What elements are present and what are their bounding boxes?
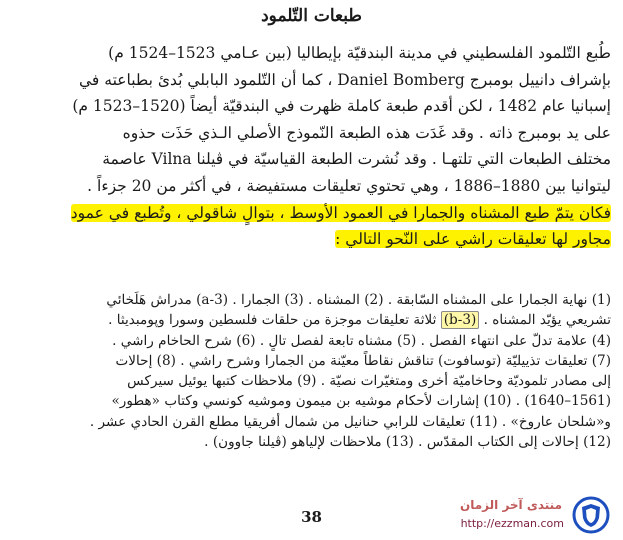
- note-line-8: (12) إحالات إلى الكتاب المقدّس . (13) ملاحظات لإلياهو (ڤيلنا جاوون) .: [204, 434, 611, 451]
- body-line-4: على يد بومبرج ذاته . وقد غَدَت هذه الطبعة النّموذج الأصلي الـذي حَذَت حذوه: [122, 123, 611, 142]
- watermark: [440, 492, 620, 538]
- note-line-7: و«شلحان عاروخ» . (11) تعليقات للرابي حنانيل من شمال أفريقيا مطلع القرن الحادي عشر .: [89, 413, 611, 430]
- watermark-name: منتدى آخر الزمان: [460, 498, 562, 512]
- highlight-mark: فكان يتمّ طبع المشناه والجمارا في العمود الأوسط ، بتوالٍ شاقولي ، وتُطبع في عمود: [70, 203, 611, 222]
- page-number: 38: [301, 508, 322, 526]
- note-line-2-end: ثلاثة تعليقات موجزة من حلقات فلسطين وسورا وپومبديثا .: [108, 312, 437, 329]
- note-line-3: (4) علامة تدلّ على انتهاء الفصل . (5) مشناه تابعة لفصل تالٍ . (6) شرح الحاخام راشي .: [112, 332, 611, 349]
- note-line-2-start: تشريعي يؤيّد المشناه .: [483, 312, 611, 329]
- body-paragraph: [14, 40, 611, 253]
- watermark-url: http://ezzman.com: [460, 517, 564, 530]
- note-line-6: (1561–1640) . (10) إشارات لأحكام موشيه بن ميمون وموشيه كونسي وكتاب «هطور»: [111, 393, 611, 410]
- legend-notes: [14, 290, 611, 452]
- note-line-2: [14, 310, 611, 330]
- page-title: طبعات التّلمود: [261, 6, 362, 26]
- highlight-mark: مجاور لها تعليقات راشي على النّحو التالي :: [335, 230, 611, 249]
- body-line-3: إسبانيا عام 1482 ، لكن أقدم طبعة كاملة ظهرت في البندقيّة أيضاً (1520–1523 م): [72, 97, 611, 116]
- note-line-5: إلى مصادر تلموديّة وحاخاميّة أخرى ومتغيّرات نصيّة . (9) ملاحظات كتبها يوئيل سيركس: [127, 373, 611, 390]
- boxed-label: (3-b): [441, 311, 480, 329]
- highlighted-line-2: [14, 226, 611, 253]
- note-line-1: (1) نهاية الجمارا على المشناه السّابقة . (2) المشناه . (3) الجمارا . (3-a) مدراش هَلَخائي: [106, 292, 611, 308]
- shield-icon: [572, 496, 610, 534]
- body-line-5: مختلف الطبعات التي تلتهـا . وقد نُشرت الطبعة القياسيّة في ڤيلنا Vilna عاصمة: [102, 150, 611, 169]
- body-line-2: بإشراف دانييل بومبرج Daniel Bomberg ، كما أن التّلمود البابلي بُدئ بطباعته في: [79, 70, 611, 89]
- body-line-6: ليتوانيا بين 1880–1886 ، وهي تحتوي تعليقات مستفيضة ، في أكثر من 20 جزءاً .: [87, 176, 611, 195]
- highlighted-line-1: [14, 200, 611, 227]
- body-line-1: طُبع التّلمود الفلسطيني في مدينة البندقيّة بإيطاليا (بين عـامي 1523–1524 م): [108, 44, 611, 62]
- note-line-4: (7) تعليقات تذييليّة (توسافوت) تناقش نقاطاً معيّنة من الجمارا وشرح راشي . (8) إحالات: [115, 352, 611, 369]
